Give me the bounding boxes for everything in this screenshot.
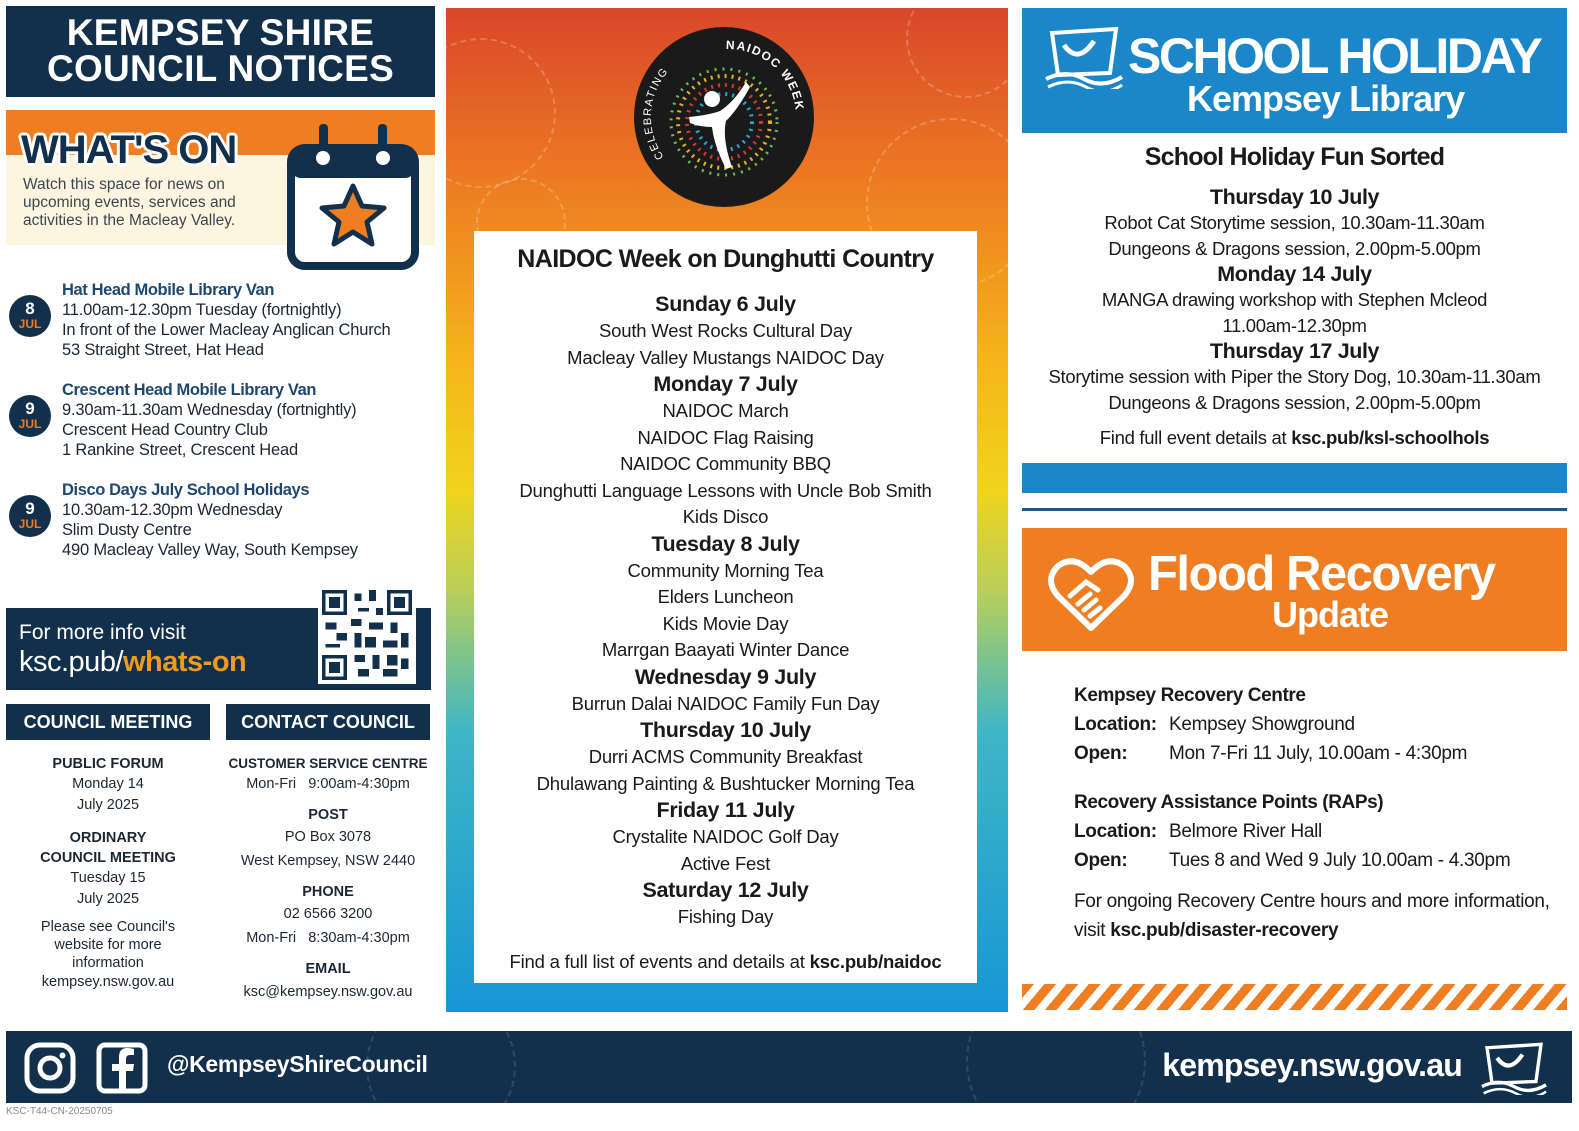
schedule-item: Kids Movie Day <box>662 612 789 634</box>
more-info-banner <box>6 608 431 690</box>
schedule-item: Dhulawang Painting & Bushtucker Morning Tea <box>536 772 915 794</box>
schedule-day: Saturday 12 July <box>642 878 809 902</box>
event-title: Disco Days July School Holidays <box>62 481 310 499</box>
flood-recovery-title: Flood Recovery <box>1148 547 1495 601</box>
facebook-icon[interactable] <box>96 1042 148 1094</box>
naidoc-schedule-card <box>474 231 977 983</box>
meeting-note: website for more <box>54 937 162 953</box>
schedule-item: Dunghutti Language Lessons with Uncle Bob Smith <box>519 479 932 501</box>
logo-text-naidoc: NAIDOC <box>725 37 785 72</box>
open-value: Tues 8 and Wed 9 July 10.00am - 4.30pm <box>1169 850 1511 871</box>
council-meeting-column <box>6 704 210 992</box>
logo-text-celebrating: CELEBRATING <box>641 65 672 162</box>
dot-pattern-decoration <box>906 8 1008 98</box>
schedule-day: Thursday 10 July <box>1209 185 1380 209</box>
flood-recovery-body <box>1074 681 1564 945</box>
svg-text:CELEBRATING <box>642 65 671 162</box>
email-label: EMAIL <box>305 961 351 977</box>
school-holiday-heading: School Holiday Fun Sorted <box>1144 143 1445 171</box>
website-link[interactable]: kempsey.nsw.gov.au <box>1162 1047 1462 1083</box>
document-code: KSC-T44-CN-20250705 <box>6 1106 113 1117</box>
public-forum-date: July 2025 <box>76 797 140 813</box>
footer-bar <box>6 1031 1572 1103</box>
instagram-icon[interactable] <box>24 1042 76 1094</box>
event-item <box>6 281 435 381</box>
school-holiday-schedule <box>1022 184 1567 415</box>
naidoc-footer-text: Find a full list of events and details at <box>509 951 810 972</box>
schedule-item: MANGA drawing workshop with Stephen Mcleod <box>1101 289 1488 310</box>
school-holiday-header <box>1022 8 1567 133</box>
council-notices-header <box>6 6 435 97</box>
flood-recovery-header <box>1022 528 1567 651</box>
school-holiday-link[interactable]: ksc.pub/ksl-schoolhols <box>1291 427 1490 448</box>
school-holiday-body <box>1022 133 1567 463</box>
ordinary-meeting-label: COUNCIL MEETING <box>40 850 176 866</box>
raps-heading: Recovery Assistance Points (RAPs) <box>1074 792 1384 813</box>
schedule-item: Community Morning Tea <box>627 559 824 581</box>
section-divider <box>1022 508 1567 511</box>
event-time: 10.30am-12.30pm Wednesday <box>62 501 283 519</box>
schedule-item: Macleay Valley Mustangs NAIDOC Day <box>567 346 884 368</box>
location-label: Location: <box>1074 821 1157 842</box>
schedule-day: Thursday 10 July <box>640 718 811 742</box>
post-address: PO Box 3078 <box>284 829 372 845</box>
schedule-item: Marrgan Baayati Winter Dance <box>601 639 850 660</box>
right-column <box>1022 8 1572 1012</box>
hazard-stripe-decoration <box>1022 984 1567 1010</box>
whats-on-panel <box>6 110 435 245</box>
open-label: Open: <box>1074 743 1128 764</box>
event-time: 9.30am-11.30am Wednesday (fortnightly) <box>62 401 357 419</box>
raps-location <box>1074 817 1564 846</box>
schedule-day: Wednesday 9 July <box>634 664 817 689</box>
event-title: Hat Head Mobile Library Van <box>62 281 275 299</box>
logo-text-week: WEEK <box>777 66 807 113</box>
council-notices-title-line1: KEMPSEY SHIRE <box>66 12 375 53</box>
social-handle[interactable]: @KempseyShireCouncil <box>167 1051 428 1077</box>
event-item <box>6 381 435 481</box>
schedule-item: Burrun Dalai NAIDOC Family Fun Day <box>571 692 880 714</box>
schedule-item: Fishing Day <box>677 906 774 927</box>
naidoc-heading: NAIDOC Week on Dunghutti Country <box>517 245 934 273</box>
event-time: 11.00am-12.30pm Tuesday (fortnightly) <box>62 301 342 319</box>
schedule-day: Friday 11 July <box>656 798 795 822</box>
recovery-note-text: For ongoing Recovery Centre hours and more information, visit <box>1074 891 1550 941</box>
school-holiday-footer-text: Find full event details at <box>1099 427 1292 448</box>
meeting-note: Please see Council's <box>40 919 176 935</box>
event-title: Crescent Head Mobile Library Van <box>62 381 317 399</box>
location-value: Kempsey Showground <box>1169 714 1355 735</box>
open-value: Mon 7-Fri 11 July, 10.00am - 4:30pm <box>1169 743 1468 764</box>
csc-hours: Mon-Fri 9:00am-4:30pm <box>246 776 410 792</box>
schedule-day: Sunday 6 July <box>655 292 796 316</box>
email-link[interactable]: ksc@kempsey.nsw.gov.au <box>243 984 413 1000</box>
schedule-day: Thursday 17 July <box>1209 339 1380 363</box>
schedule-item: NAIDOC Flag Raising <box>637 426 814 448</box>
council-logo-icon <box>1478 1041 1550 1095</box>
schedule-item: Elders Luncheon <box>657 586 794 607</box>
date-day: 9 <box>25 399 35 418</box>
recovery-centre-heading: Kempsey Recovery Centre <box>1074 685 1306 706</box>
date-month: JUL <box>18 317 42 331</box>
schedule-item: Durri ACMS Community Breakfast <box>588 746 863 767</box>
whats-on-title: WHAT'S ON <box>21 128 237 172</box>
schedule-day: Tuesday 8 July <box>651 531 800 556</box>
phone-hours: Mon-Fri 8:30am-4:30pm <box>246 930 410 946</box>
event-venue: In front of the Lower Macleay Anglican Church <box>62 321 391 339</box>
date-month: JUL <box>18 417 42 431</box>
link-accent: whats-on <box>123 646 247 678</box>
phone-number[interactable]: 02 6566 3200 <box>283 906 373 922</box>
event-address: 1 Rankine Street, Crescent Head <box>62 441 298 459</box>
naidoc-footer <box>474 951 977 973</box>
school-holiday-bar <box>1022 463 1567 493</box>
schedule-item: Crystalite NAIDOC Golf Day <box>612 826 839 847</box>
link-prefix: ksc.pub/ <box>19 646 123 678</box>
naidoc-schedule <box>474 291 977 931</box>
date-badge <box>9 395 51 437</box>
schedule-item: South West Rocks Cultural Day <box>599 320 852 341</box>
location-value: Belmore River Hall <box>1169 821 1322 842</box>
council-meeting-heading: COUNCIL MEETING <box>6 704 210 740</box>
post-label: POST <box>308 807 348 823</box>
school-holiday-title: SCHOOL HOLIDAY <box>1128 28 1541 84</box>
date-badge <box>9 295 51 337</box>
naidoc-link[interactable]: ksc.pub/naidoc <box>809 951 942 972</box>
naidoc-panel <box>446 8 1008 1012</box>
council-notices-column <box>6 6 435 1026</box>
schedule-item: Dungeons & Dragons session, 2.00pm-5.00pm <box>1108 391 1481 413</box>
recovery-centre-location <box>1074 710 1564 739</box>
disaster-recovery-link[interactable]: ksc.pub/disaster-recovery <box>1110 920 1339 941</box>
recovery-note <box>1074 887 1564 945</box>
post-address: West Kempsey, NSW 2440 <box>240 853 416 869</box>
date-month: JUL <box>18 517 42 531</box>
schedule-item: Kids Disco <box>682 506 769 527</box>
schedule-day: Monday 14 July <box>1217 262 1372 286</box>
date-badge <box>9 495 51 537</box>
school-holiday-subtitle: Kempsey Library <box>1187 78 1465 119</box>
csc-label: CUSTOMER SERVICE CENTRE <box>228 756 428 771</box>
heart-handshake-icon <box>1048 556 1134 634</box>
event-address: 490 Macleay Valley Way, South Kempsey <box>62 541 358 559</box>
recovery-centre-open <box>1074 739 1564 768</box>
ordinary-meeting-date: July 2025 <box>76 891 140 907</box>
meeting-note: information <box>72 955 144 971</box>
more-info-text: For more info visit <box>19 621 186 644</box>
event-item <box>6 481 435 581</box>
contact-council-heading: CONTACT COUNCIL <box>226 704 430 740</box>
whats-on-description: Watch this space for news on upcoming events, services and activities in the Macleay Valley. <box>23 176 236 229</box>
date-day: 8 <box>25 299 35 318</box>
council-notices-title-line2: COUNCIL NOTICES <box>46 48 395 89</box>
schedule-item: Storytime session with Piper the Story Dog, 10.30am-11.30am <box>1048 366 1541 387</box>
public-forum-label: PUBLIC FORUM <box>52 756 164 772</box>
dot-pattern-decoration <box>446 38 556 188</box>
schedule-item: Active Fest <box>680 852 771 874</box>
naidoc-week-logo <box>634 27 814 207</box>
event-address: 53 Straight Street, Hat Head <box>62 341 264 359</box>
event-venue: Crescent Head Country Club <box>62 421 268 439</box>
schedule-day: Monday 7 July <box>653 372 798 396</box>
raps-open <box>1074 846 1564 875</box>
ordinary-meeting-label: ORDINARY <box>69 830 147 846</box>
phone-label: PHONE <box>302 884 354 900</box>
events-list <box>6 281 435 581</box>
council-logo-icon <box>1044 25 1124 89</box>
qr-code-icon[interactable] <box>318 586 416 684</box>
council-website-link[interactable]: kempsey.nsw.gov.au <box>41 974 175 990</box>
schedule-item: Robot Cat Storytime session, 10.30am-11.30am <box>1104 212 1485 233</box>
flood-recovery-subtitle: Update <box>1272 594 1389 635</box>
open-label: Open: <box>1074 850 1128 871</box>
public-forum-date: Monday 14 <box>72 776 144 792</box>
location-label: Location: <box>1074 714 1157 735</box>
schedule-item: NAIDOC Community BBQ <box>620 453 831 474</box>
schedule-item: NAIDOC March <box>662 400 789 421</box>
contact-council-column <box>226 704 430 1005</box>
dot-pattern-decoration <box>966 1031 1146 1103</box>
school-holiday-footer <box>1022 427 1567 449</box>
whats-on-link[interactable] <box>19 646 246 679</box>
schedule-item: 11.00am-12.30pm <box>1222 314 1367 336</box>
ordinary-meeting-date: Tuesday 15 <box>70 870 146 886</box>
event-venue: Slim Dusty Centre <box>62 521 192 539</box>
date-day: 9 <box>25 499 35 518</box>
schedule-item: Dungeons & Dragons session, 2.00pm-5.00pm <box>1108 237 1481 259</box>
calendar-star-icon <box>283 120 423 270</box>
